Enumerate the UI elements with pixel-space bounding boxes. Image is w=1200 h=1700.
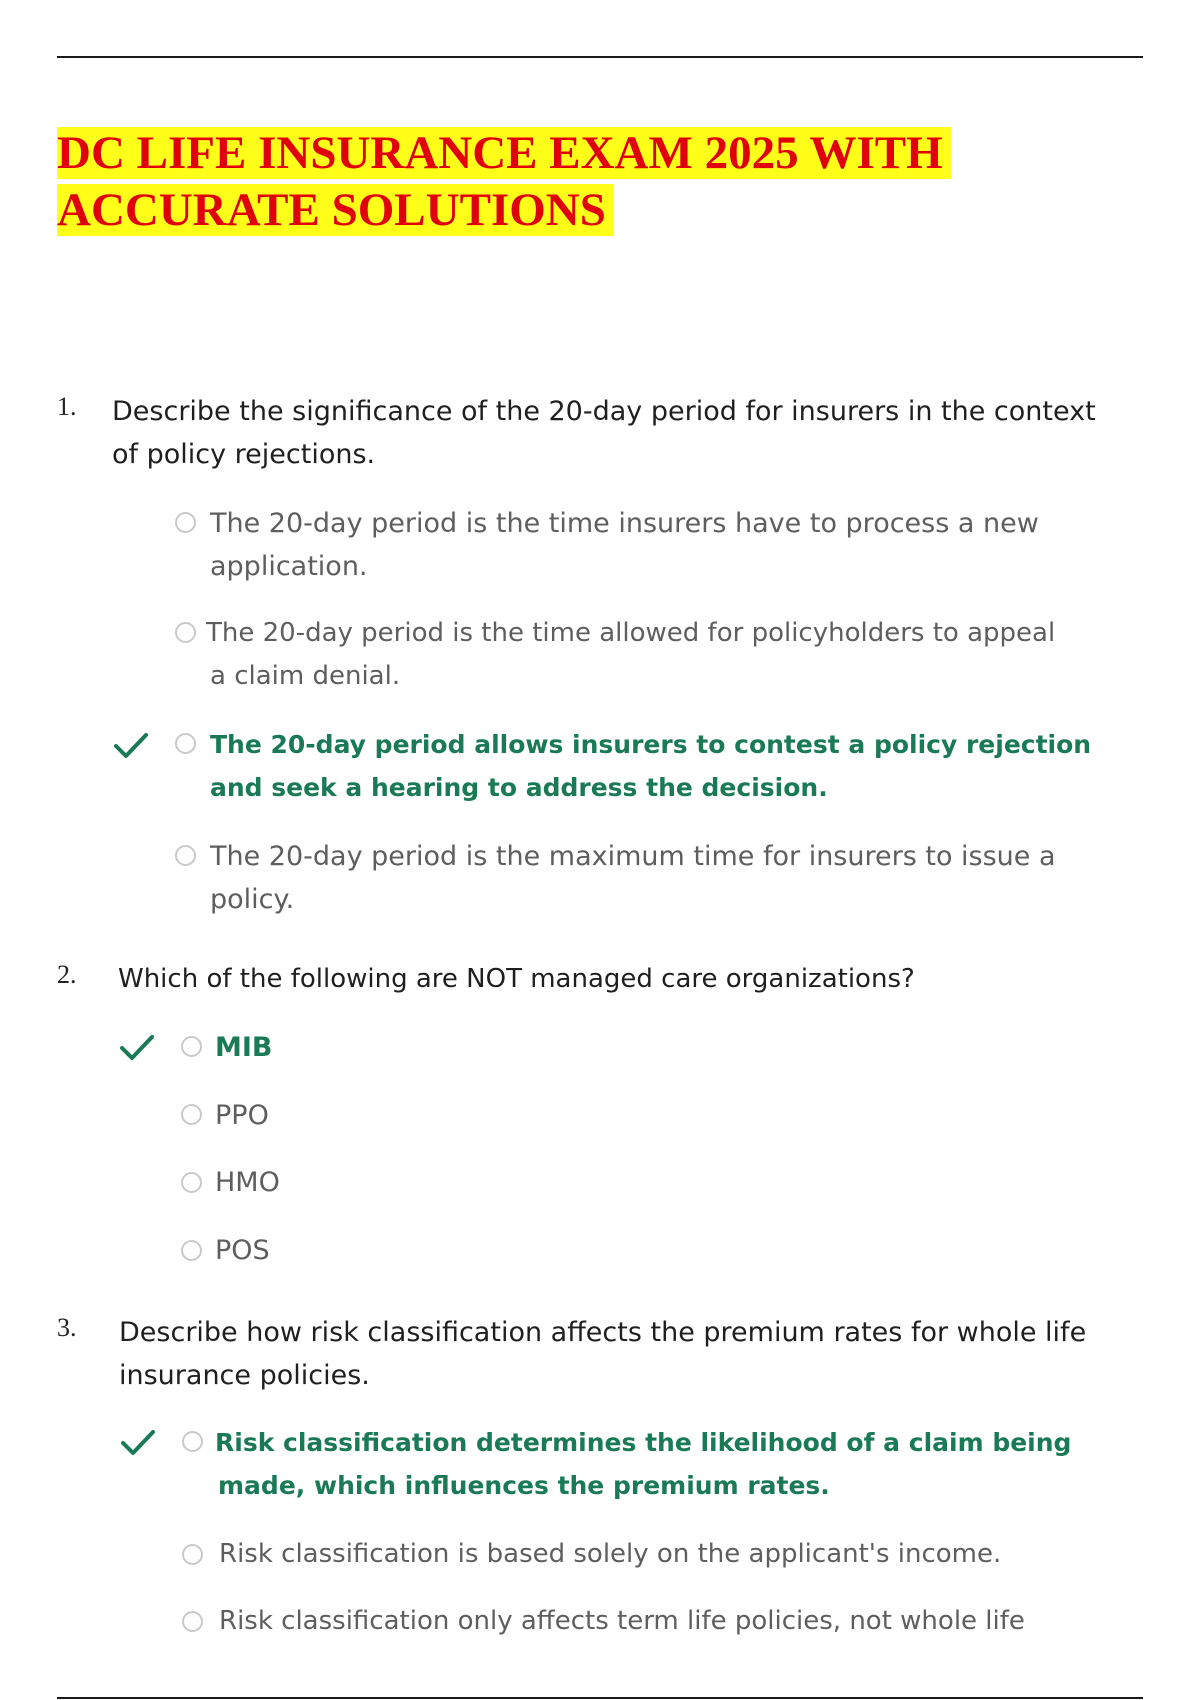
question-text-line: Which of the following are NOT managed care organizations? (118, 964, 915, 994)
radio-button[interactable] (175, 622, 196, 643)
option-line: HMO (215, 1167, 280, 1198)
radio-button[interactable] (175, 845, 196, 866)
question-number: 3. (57, 1313, 77, 1342)
option-text (215, 1421, 1071, 1507)
title-line-1: DC LIFE INSURANCE EXAM 2025 WITH (57, 127, 951, 179)
option-line: The 20-day period is the time insurers have to process a new (210, 508, 1039, 539)
radio-button[interactable] (181, 1240, 202, 1261)
option-text (210, 835, 1056, 921)
question-text (112, 390, 1132, 476)
question-text-line: Describe how risk classification affects the premium rates for whole life (119, 1317, 1087, 1348)
option-text (215, 1094, 269, 1137)
option-line: The 20-day period allows insurers to contest a policy rejection (210, 730, 1092, 759)
radio-button[interactable] (181, 1172, 202, 1193)
option-line: POS (215, 1235, 270, 1266)
document-title (57, 125, 951, 239)
option-line: Risk classification is based solely on the applicant's income. (219, 1539, 1002, 1569)
question-text (118, 958, 1138, 1001)
correct-check-icon (120, 1429, 156, 1457)
question-text-line: insurance policies. (119, 1360, 370, 1391)
radio-button[interactable] (175, 733, 196, 754)
radio-button[interactable] (182, 1431, 203, 1452)
option-text (219, 1600, 1025, 1643)
radio-button[interactable] (182, 1611, 203, 1632)
radio-button[interactable] (182, 1544, 203, 1565)
option-line: Risk classification determines the likelihood of a claim being (215, 1428, 1072, 1457)
question-text (119, 1311, 1139, 1397)
correct-check-icon (119, 1034, 155, 1062)
option-text (215, 1229, 270, 1272)
question-number: 2. (57, 960, 77, 989)
option-line: The 20-day period is the maximum time for insurers to issue a (210, 841, 1056, 872)
top-rule (57, 56, 1143, 58)
question-number: 1. (57, 392, 77, 421)
option-text (215, 1026, 273, 1069)
option-text (215, 1161, 280, 1204)
question-text-line: Describe the significance of the 20-day period for insurers in the context (112, 396, 1096, 427)
option-text (206, 612, 1055, 698)
option-line: policy. (210, 884, 295, 915)
radio-button[interactable] (181, 1036, 202, 1057)
option-line: MIB (215, 1032, 273, 1063)
radio-button[interactable] (181, 1104, 202, 1125)
bottom-rule (57, 1697, 1143, 1699)
radio-button[interactable] (175, 512, 196, 533)
question-text-line: of policy rejections. (112, 439, 376, 470)
option-line: made, which influences the premium rates. (218, 1471, 830, 1500)
option-text (210, 723, 1091, 809)
option-text (210, 502, 1039, 588)
option-line: and seek a hearing to address the decision. (210, 773, 828, 802)
correct-check-icon (113, 732, 149, 760)
option-line: The 20-day period is the time allowed for policyholders to appeal (206, 618, 1056, 648)
option-line: Risk classification only affects term life policies, not whole life (219, 1606, 1025, 1636)
option-line: application. (210, 551, 368, 582)
title-line-2: ACCURATE SOLUTIONS (57, 184, 614, 236)
option-line: PPO (215, 1100, 269, 1131)
option-line: a claim denial. (210, 661, 401, 691)
option-text (219, 1533, 1001, 1576)
